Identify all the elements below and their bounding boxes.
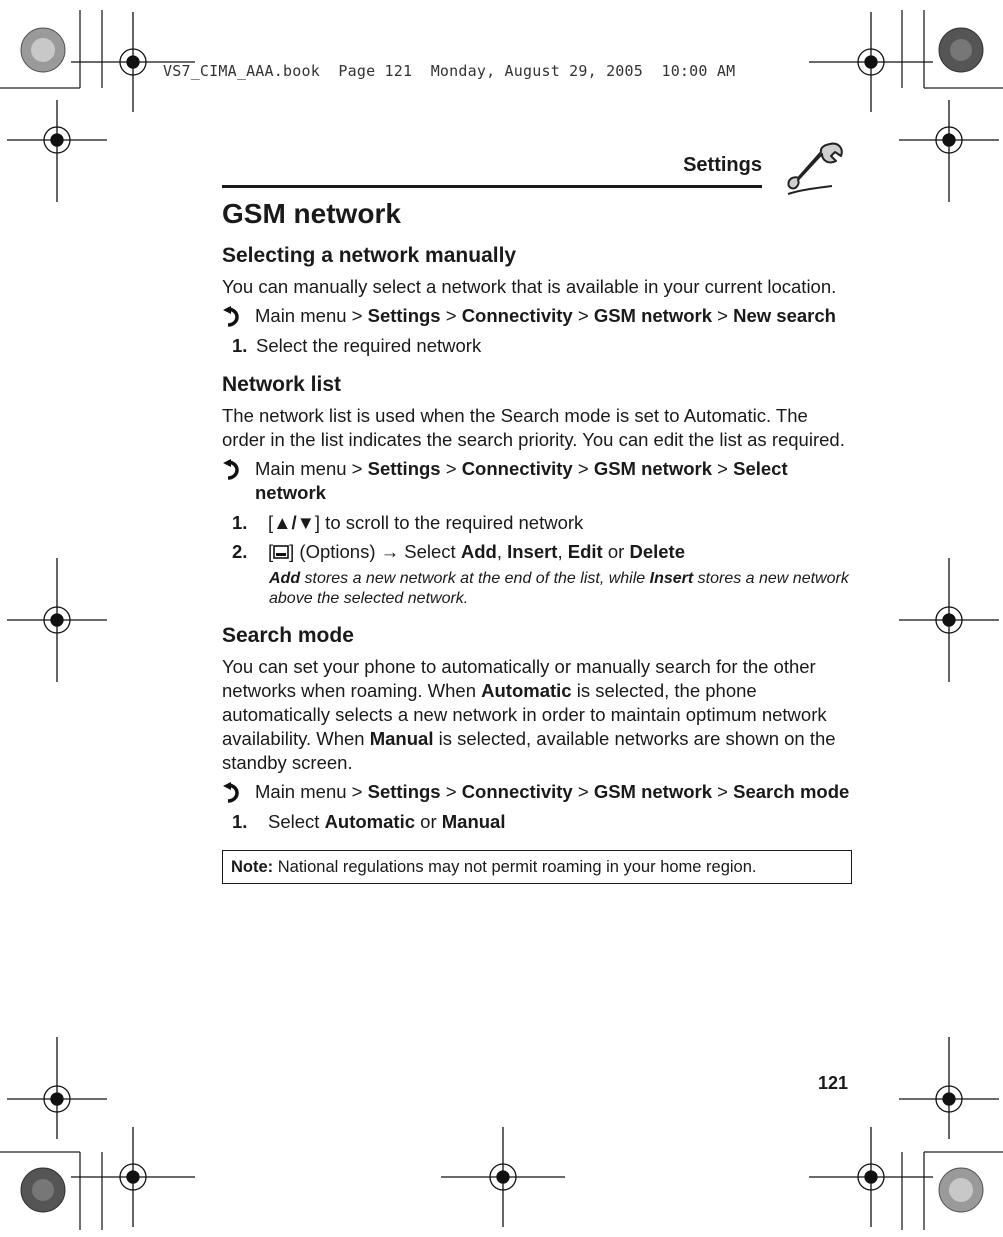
page-number: 121 bbox=[818, 1073, 849, 1093]
header-title: Settings bbox=[683, 154, 762, 176]
running-header bbox=[222, 150, 762, 190]
softkey-icon bbox=[273, 545, 289, 559]
step-item: 2. [ ] (Options) → Select Add, Insert, Edit or Delete bbox=[232, 541, 685, 562]
section-heading-manual: Selecting a network manually bbox=[222, 244, 517, 267]
step-text: Select the required network bbox=[256, 335, 482, 356]
menu-arrow-icon bbox=[222, 782, 246, 804]
path-item: Search mode bbox=[733, 781, 850, 802]
menu-arrow-icon bbox=[222, 306, 246, 328]
path-item: New search bbox=[733, 305, 836, 326]
page-content bbox=[222, 197, 852, 884]
step-number: 1. bbox=[232, 335, 248, 356]
menu-path-manual: Main menu > Settings > Connectivity > GSM network > New search bbox=[222, 304, 852, 328]
page-title: GSM network bbox=[222, 198, 401, 229]
path-prefix: Main menu bbox=[255, 781, 347, 802]
section-heading-network-list: Network list bbox=[222, 373, 342, 396]
section-body-manual: You can manually select a network that is available in your current location. bbox=[222, 276, 837, 297]
menu-path-network-list: Main menu > Settings > Connectivity > GSM network > Select network bbox=[222, 457, 852, 505]
path-item: GSM network bbox=[593, 458, 713, 479]
note-box bbox=[222, 850, 852, 884]
note-label: Note: bbox=[231, 858, 274, 876]
path-item: Connectivity bbox=[461, 458, 573, 479]
path-item: Settings bbox=[367, 305, 441, 326]
path-item: Connectivity bbox=[461, 305, 573, 326]
path-item: GSM network bbox=[593, 781, 713, 802]
path-item: Connectivity bbox=[461, 781, 573, 802]
step-note: Add stores a new network at the end of the list, while Insert stores a new network above the selected network. bbox=[269, 570, 849, 607]
wrench-icon bbox=[786, 138, 846, 200]
step-item bbox=[232, 334, 852, 358]
header-rule bbox=[222, 185, 762, 188]
menu-path-search-mode: Main menu > Settings > Connectivity > GSM network > Search mode bbox=[222, 780, 852, 804]
section-heading-search-mode: Search mode bbox=[222, 624, 354, 647]
path-item: Select network bbox=[255, 458, 788, 503]
note-text: National regulations may not permit roaming in your home region. bbox=[273, 858, 757, 876]
step-number: 1. bbox=[232, 512, 248, 533]
menu-arrow-icon bbox=[222, 459, 246, 481]
step-item: 1. Select Automatic or Manual bbox=[232, 811, 506, 832]
path-item: Settings bbox=[367, 781, 441, 802]
step-item: 1. [▲/▼] to scroll to the required network bbox=[232, 512, 584, 533]
path-item: GSM network bbox=[593, 305, 713, 326]
path-prefix: Main menu bbox=[255, 305, 347, 326]
print-header: VS7_CIMA_AAA.book Page 121 Monday, August 29, 2005 10:00 AM bbox=[163, 62, 736, 80]
scroll-keys-icon: ▲/▼ bbox=[273, 512, 315, 533]
section-body-network-list: The network list is used when the Search mode is set to Automatic. The order in the list indicates the search priority. You can edit the list as required. bbox=[222, 405, 845, 450]
path-prefix: Main menu bbox=[255, 458, 347, 479]
step-text: to scroll to the required network bbox=[320, 512, 584, 533]
section-body-search-mode: You can set your phone to automatically or manually search for the other networks when roaming. When Automatic is selected, the phone automatically selects a new network in order to maintain optimum network availability. When Manual is selected, available networks are shown on the standby screen. bbox=[222, 656, 836, 773]
step-number: 1. bbox=[232, 811, 248, 832]
step-number: 2. bbox=[232, 541, 248, 562]
path-item: Settings bbox=[367, 458, 441, 479]
